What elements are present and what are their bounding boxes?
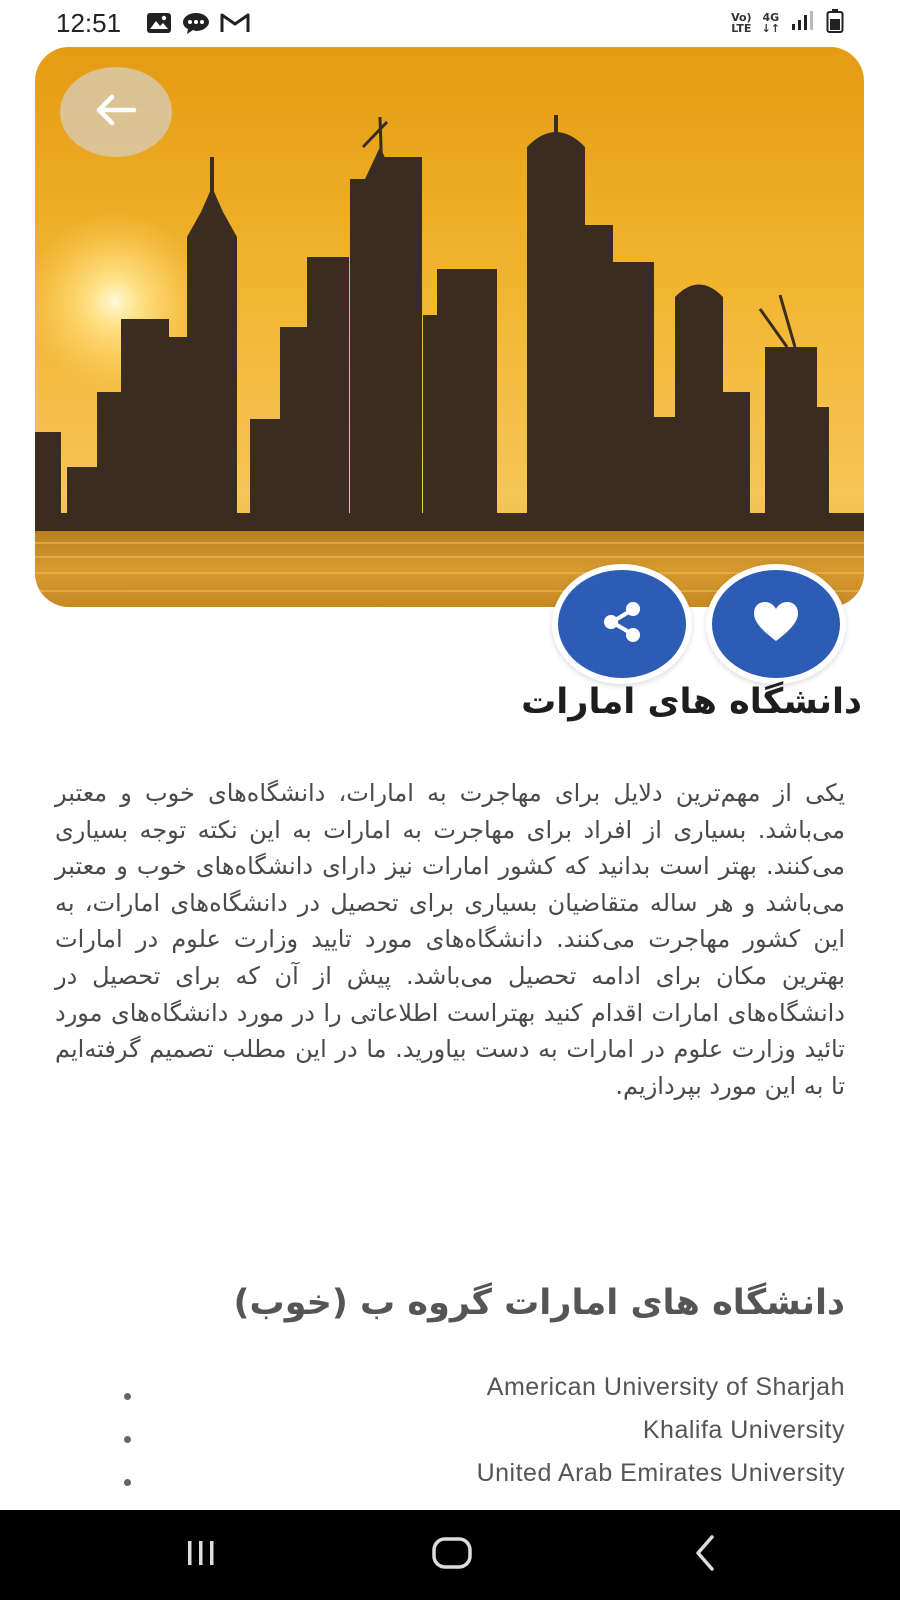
home-icon (430, 1535, 474, 1575)
gallery-icon (146, 12, 172, 38)
university-list (110, 1373, 845, 1502)
section-title: دانشگاه های امارات گروه ب (خوب) (233, 1283, 845, 1323)
nav-back-button[interactable] (670, 1528, 740, 1582)
status-bar (0, 0, 900, 46)
recents-icon (181, 1537, 221, 1573)
chat-icon (182, 11, 210, 39)
list-item (110, 1459, 845, 1502)
arrow-left-icon (94, 92, 138, 132)
nav-back-icon (690, 1533, 720, 1577)
heart-icon (752, 600, 800, 648)
bullet-dot (124, 1436, 131, 1443)
university-name: Khalifa University (642, 1416, 845, 1444)
bullet-dot (124, 1479, 131, 1486)
page-title: دانشگاه های امارات (521, 682, 862, 722)
status-time: 12:51 (56, 8, 122, 38)
volte-indicator: Vo) LTE (731, 11, 752, 35)
home-button[interactable] (417, 1528, 487, 1582)
network-4g-indicator: 4G ↓↑ (761, 11, 780, 35)
back-button[interactable] (60, 67, 172, 157)
favorite-button[interactable] (706, 564, 846, 684)
gmail-icon (220, 12, 250, 38)
recents-button[interactable] (166, 1528, 236, 1582)
university-name: American University of Sharjah (486, 1373, 845, 1401)
university-name: United Arab Emirates University (476, 1459, 845, 1487)
article-body: یکی از مهم‌ترین دلایل برای مهاجرت به امارات، دانشگاه‌های خوب و معتبر می‌باشد. بسیاری از افراد برای مهاجرت به امارات به این نکته توجه بسیاری می‌کنند. بهتر است بدانید که کشور امارات نیز دارای دانشگاه‌های خوب و معتبر می‌باشد و هر ساله متقاضیان بسیاری برای تحصیل در دانشگاه‌های امارات، به این کشور مهاجرت می‌کنند. دانشگاه‌های مورد تایید وزارت علوم در امارات بهترین مکان برای ادامه تحصیل می‌باشد. پیش از آن که برای تحصیل در دانشگاه‌های امارات اقدام کنید بهتراست اطلاعاتی را در مورد دانشگاه‌های مورد تائید وزارت علوم در امارات به دست بیاورید. ما در این مطلب تصمیم گرفته‌ایم تا به این مورد بپردازیم. (55, 779, 845, 1100)
battery-icon (826, 9, 844, 37)
signal-icon (790, 10, 816, 36)
list-item (110, 1416, 845, 1459)
list-item (110, 1373, 845, 1416)
share-icon (598, 598, 646, 650)
navigation-bar (0, 1510, 900, 1600)
bullet-dot (124, 1393, 131, 1400)
share-button[interactable] (552, 564, 692, 684)
